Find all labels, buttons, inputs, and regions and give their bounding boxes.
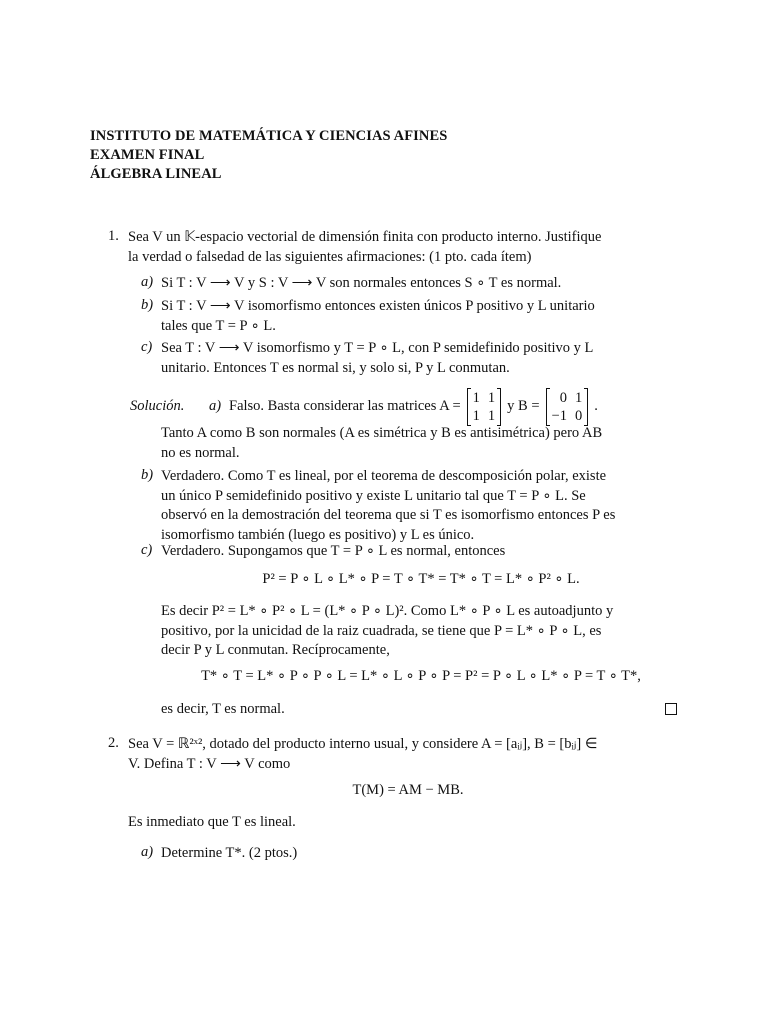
qed-square-icon: [665, 703, 677, 715]
item-1c-line2: unitario. Entonces T es normal si, y solo si, P y L conmutan.: [161, 359, 510, 376]
solution-b-line3: observó en la demostración del teorema que si T es isomorfismo entonces P es: [161, 507, 616, 523]
item-2a-label: a): [141, 844, 154, 860]
problem-1-intro-line2: la verdad o falsedad de las siguientes afirmaciones: (1 pto. cada ítem): [128, 248, 532, 265]
solution-c-line1: Verdadero. Supongamos que T = P ∘ L es normal, entonces: [161, 543, 506, 559]
solution-b-line4: isomorfismo también (luego es positivo) y L es único.: [161, 526, 475, 543]
solution-c-text: [161, 602, 681, 661]
problem-2-line1: Sea V = ℝ²ˣ², dotado del producto interno usual, y considere A = [aᵢⱼ], B = [bᵢⱼ] ∈: [128, 736, 598, 752]
item-1b-line1: Si T : V ⟶ V isomorfismo entonces existen únicos P positivo y L unitario: [161, 298, 595, 314]
problem-1-number: 1.: [108, 228, 119, 244]
item-1c-label: c): [141, 339, 153, 355]
item-1a-label: a): [141, 274, 154, 290]
matrix-b-cell: 0: [559, 390, 567, 406]
equation-1: P² = P ∘ L ∘ L* ∘ P = T ∘ T* = T* ∘ T = L* ∘ P² ∘ L.: [262, 571, 580, 587]
course-title: ÁLGEBRA LINEAL: [90, 166, 222, 182]
solution-a-pre: Falso. Basta considerar las matrices A =: [229, 398, 461, 415]
solution-a-mid: y B =: [507, 398, 540, 415]
solution-a-line1: [229, 389, 598, 425]
solution-c-line3: positivo, por la unicidad de la raiz cuadrada, se tiene que P = L* ∘ P ∘ L, es: [161, 622, 602, 639]
solution-a-line2: Tanto A como B son normales (A es simétrica y B es antisimétrica) pero AB: [161, 425, 603, 441]
item-1b-line2: tales que T = P ∘ L.: [161, 317, 276, 334]
problem-2-line2: V. Defina T : V ⟶ V como: [128, 755, 291, 772]
solution-c-label: c): [141, 542, 153, 558]
matrix-b: [546, 389, 589, 425]
item-1a-text: Si T : V ⟶ V y S : V ⟶ V son normales entonces S ∘ T es normal.: [161, 275, 562, 291]
problem-2-number: 2.: [108, 735, 119, 751]
item-2a-text: Determine T*. (2 ptos.): [161, 845, 298, 861]
matrix-b-cell: 1: [574, 390, 583, 406]
matrix-b-cell: 0: [574, 408, 583, 424]
matrix-a-cell: 1: [472, 390, 480, 406]
problem-1-intro: [128, 228, 688, 267]
solution-title: Solución.: [130, 398, 185, 414]
solution-c-line4: decir P y L conmutan. Recíprocamente,: [161, 642, 390, 658]
equation-3: T(M) = AM − MB.: [352, 782, 464, 798]
item-1c-line1: Sea T : V ⟶ V isomorfismo y T = P ∘ L, con P semidefinido positivo y L: [161, 340, 594, 356]
matrix-b-cell: −1: [551, 408, 567, 424]
solution-a-post: .: [594, 398, 598, 415]
problem-2-intro: [128, 735, 688, 774]
item-1c-text: [161, 339, 681, 378]
solution-c-line5: es decir, T es normal.: [161, 701, 285, 717]
problem-2-line3: Es inmediato que T es lineal.: [128, 814, 296, 830]
equation-2: T* ∘ T = L* ∘ P ∘ P ∘ L = L* ∘ L ∘ P ∘ P = P² = P ∘ L ∘ L* ∘ P = T ∘ T*,: [201, 668, 641, 684]
institute-title: INSTITUTO DE MATEMÁTICA Y CIENCIAS AFINES: [90, 128, 448, 144]
item-1b-text: [161, 297, 681, 336]
matrix-a-cell: 1: [472, 408, 480, 424]
exam-header: [90, 127, 447, 184]
problem-1-intro-line1: Sea V un 𝕂-espacio vectorial de dimensión finita con producto interno. Justifique: [128, 229, 602, 245]
solution-b-line1: Verdadero. Como T es lineal, por el teorema de descomposición polar, existe: [161, 468, 607, 484]
solution-a-label: a): [209, 398, 222, 414]
solution-a-rest: [161, 424, 681, 463]
solution-a-line3: no es normal.: [161, 444, 240, 461]
solution-b-line2: un único P semidefinido positivo y existe L unitario tal que T = P ∘ L. Se: [161, 487, 586, 504]
solution-b-text: [161, 467, 681, 545]
matrix-a: [467, 389, 502, 425]
solution-c-line2: Es decir P² = L* ∘ P² ∘ L = (L* ∘ P ∘ L)². Como L* ∘ P ∘ L es autoadjunto y: [161, 603, 614, 619]
solution-b-label: b): [141, 467, 154, 483]
matrix-a-cell: 1: [487, 390, 496, 406]
exam-title: EXAMEN FINAL: [90, 147, 205, 163]
matrix-a-cell: 1: [487, 408, 496, 424]
item-1b-label: b): [141, 297, 154, 313]
